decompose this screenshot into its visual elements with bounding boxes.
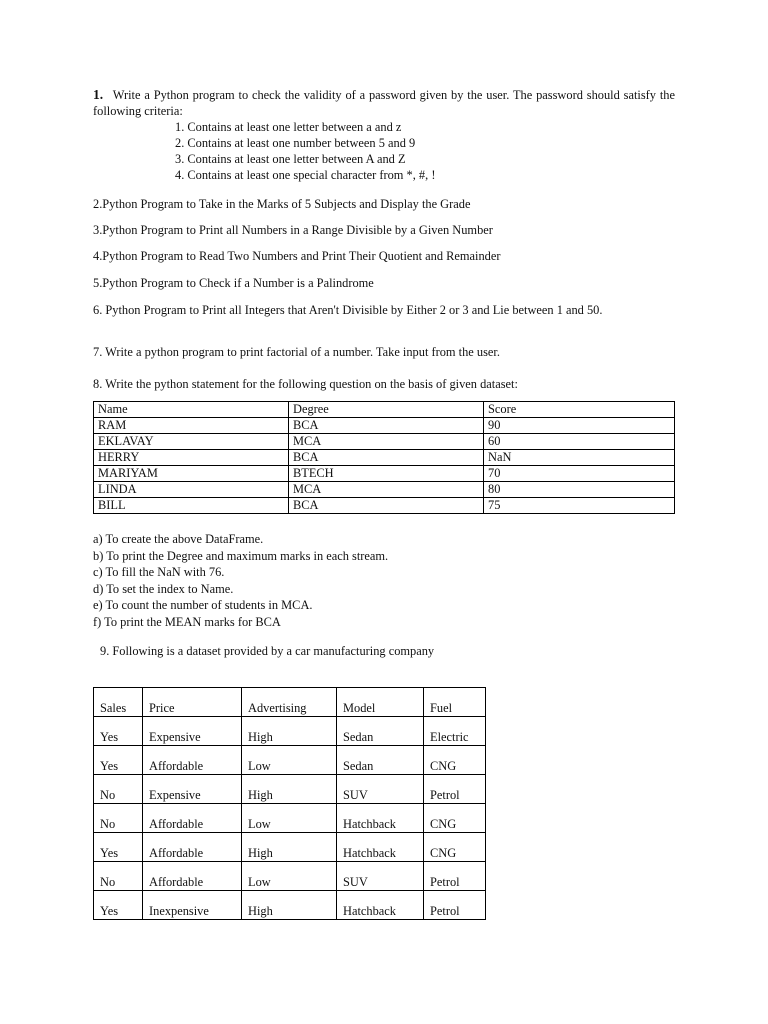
table-cell — [424, 746, 486, 775]
cell-text: High — [248, 788, 273, 802]
header-label: Model — [343, 701, 376, 715]
cell-text: Petrol — [430, 875, 460, 889]
table-cell — [424, 804, 486, 833]
table-cell: MCA — [289, 434, 484, 450]
table-cell — [94, 862, 143, 891]
cell-text: Expensive — [149, 730, 201, 744]
criteria-item: 2. Contains at least one number between 5 and 9 — [175, 136, 416, 150]
subquestion-item: d) To set the index to Name. — [93, 581, 234, 596]
question-8: 8. Write the python statement for the following question on the basis of given dataset: — [93, 377, 518, 391]
table-cell — [94, 717, 143, 746]
table-header-score: Score — [484, 402, 675, 418]
table-cell — [337, 775, 424, 804]
table-cell: MARIYAM — [94, 466, 289, 482]
criteria-list — [93, 119, 675, 183]
criteria-item: 1. Contains at least one letter between a and z — [175, 120, 402, 134]
subquestion-list — [93, 531, 675, 631]
table-cell: 90 — [484, 418, 675, 434]
table-row — [94, 418, 675, 434]
table-cell — [94, 833, 143, 862]
cell-text: Affordable — [149, 759, 204, 773]
table-header-name: Name — [94, 402, 289, 418]
table-row — [94, 833, 486, 862]
cell-text: Hatchback — [343, 817, 396, 831]
cell-text: Electric — [430, 730, 469, 744]
table-cell — [242, 717, 337, 746]
question-9: 9. Following is a dataset provided by a car manufacturing company — [100, 644, 435, 658]
table-cell — [242, 833, 337, 862]
table-cell: BILL — [94, 498, 289, 514]
table-cell — [143, 804, 242, 833]
table-cell — [337, 804, 424, 833]
table-cell: 70 — [484, 466, 675, 482]
table-cell — [337, 891, 424, 920]
question-7: 7. Write a python program to print factorial of a number. Take input from the user. — [93, 345, 500, 359]
table-header-row — [94, 688, 486, 717]
table-row — [94, 450, 675, 466]
table-cell: BCA — [289, 450, 484, 466]
table-cell: EKLAVAY — [94, 434, 289, 450]
table-cell — [143, 775, 242, 804]
cell-text: Low — [248, 875, 271, 889]
cell-text: Affordable — [149, 817, 204, 831]
question-2: 2.Python Program to Take in the Marks of 5 Subjects and Display the Grade — [93, 197, 471, 211]
cell-text: No — [100, 875, 116, 889]
cell-text: Hatchback — [343, 846, 396, 860]
table-cell — [143, 717, 242, 746]
table-cell — [424, 775, 486, 804]
criteria-item: 4. Contains at least one special character from *, #, ! — [175, 168, 436, 182]
table-header-advertising — [242, 688, 337, 717]
table-row — [94, 434, 675, 450]
cell-text: No — [100, 788, 116, 802]
question-3: 3.Python Program to Print all Numbers in a Range Divisible by a Given Number — [93, 223, 493, 237]
table-header-row — [94, 402, 675, 418]
table-header-fuel — [424, 688, 486, 717]
table-cell: RAM — [94, 418, 289, 434]
table-row — [94, 746, 486, 775]
question-1-body: Write a Python program to check the validity of a password given by the user. The password should satisfy the following criteria: — [93, 88, 675, 118]
cell-text: Sedan — [343, 730, 374, 744]
table-row — [94, 891, 486, 920]
table-row — [94, 482, 675, 498]
table-cell — [143, 746, 242, 775]
cell-text: CNG — [430, 759, 457, 773]
cell-text: Yes — [100, 904, 119, 918]
cell-text: Yes — [100, 730, 119, 744]
subquestion-item: c) To fill the NaN with 76. — [93, 565, 225, 580]
subquestion-item: e) To count the number of students in MCA. — [93, 598, 313, 613]
cell-text: Yes — [100, 759, 119, 773]
header-label: Fuel — [430, 701, 453, 715]
table-cell — [424, 891, 486, 920]
table-cell: NaN — [484, 450, 675, 466]
table-cell — [337, 746, 424, 775]
table-cell — [242, 804, 337, 833]
table-cell: MCA — [289, 482, 484, 498]
cell-text: CNG — [430, 846, 457, 860]
car-dataset-table — [93, 687, 486, 920]
cell-text: Low — [248, 817, 271, 831]
table-cell — [424, 833, 486, 862]
table-row — [94, 466, 675, 482]
table-cell — [242, 862, 337, 891]
table-header-degree: Degree — [289, 402, 484, 418]
question-1-number: 1. — [93, 87, 104, 102]
subquestion-item: a) To create the above DataFrame. — [93, 532, 264, 546]
table-row — [94, 804, 486, 833]
cell-text: Affordable — [149, 846, 204, 860]
question-1-text — [93, 87, 675, 119]
cell-text: High — [248, 904, 273, 918]
table-row — [94, 862, 486, 891]
table-cell — [424, 862, 486, 891]
table-header-price — [143, 688, 242, 717]
cell-text: No — [100, 817, 116, 831]
table-cell — [242, 775, 337, 804]
cell-text: High — [248, 846, 273, 860]
header-label: Price — [149, 701, 175, 715]
table-header-sales — [94, 688, 143, 717]
table-cell — [337, 833, 424, 862]
table-cell: 80 — [484, 482, 675, 498]
table-cell — [94, 775, 143, 804]
cell-text: Hatchback — [343, 904, 396, 918]
table-cell: BTECH — [289, 466, 484, 482]
question-5: 5.Python Program to Check if a Number is a Palindrome — [93, 276, 374, 290]
cell-text: Petrol — [430, 788, 460, 802]
table-cell — [94, 746, 143, 775]
table-row — [94, 717, 486, 746]
table-cell — [143, 891, 242, 920]
cell-text: Low — [248, 759, 271, 773]
table-cell: 75 — [484, 498, 675, 514]
table-cell — [143, 862, 242, 891]
cell-text: Yes — [100, 846, 119, 860]
table-row — [94, 775, 486, 804]
table-cell — [337, 717, 424, 746]
table-cell — [94, 804, 143, 833]
header-label: Sales — [100, 701, 127, 715]
cell-text: Affordable — [149, 875, 204, 889]
cell-text: Inexpensive — [149, 904, 209, 918]
table-cell: HERRY — [94, 450, 289, 466]
table-cell: BCA — [289, 418, 484, 434]
table-cell — [424, 717, 486, 746]
header-label: Advertising — [248, 701, 307, 715]
table-cell — [242, 891, 337, 920]
student-table — [93, 401, 675, 514]
subquestion-item: b) To print the Degree and maximum marks in each stream. — [93, 548, 389, 563]
table-cell: 60 — [484, 434, 675, 450]
cell-text: Expensive — [149, 788, 201, 802]
table-cell — [143, 833, 242, 862]
table-cell — [337, 862, 424, 891]
table-header-model — [337, 688, 424, 717]
cell-text: High — [248, 730, 273, 744]
table-cell: BCA — [289, 498, 484, 514]
table-cell: LINDA — [94, 482, 289, 498]
table-cell — [242, 746, 337, 775]
question-6: 6. Python Program to Print all Integers that Aren't Divisible by Either 2 or 3 and Lie between 1 and 50. — [93, 303, 603, 317]
table-cell — [94, 891, 143, 920]
table-row — [94, 498, 675, 514]
cell-text: Sedan — [343, 759, 374, 773]
cell-text: SUV — [343, 875, 368, 889]
question-1 — [93, 87, 675, 183]
criteria-item: 3. Contains at least one letter between A and Z — [175, 152, 406, 166]
cell-text: Petrol — [430, 904, 460, 918]
subquestion-item: f) To print the MEAN marks for BCA — [93, 614, 281, 629]
cell-text: SUV — [343, 788, 368, 802]
cell-text: CNG — [430, 817, 457, 831]
question-4: 4.Python Program to Read Two Numbers and Print Their Quotient and Remainder — [93, 249, 501, 263]
